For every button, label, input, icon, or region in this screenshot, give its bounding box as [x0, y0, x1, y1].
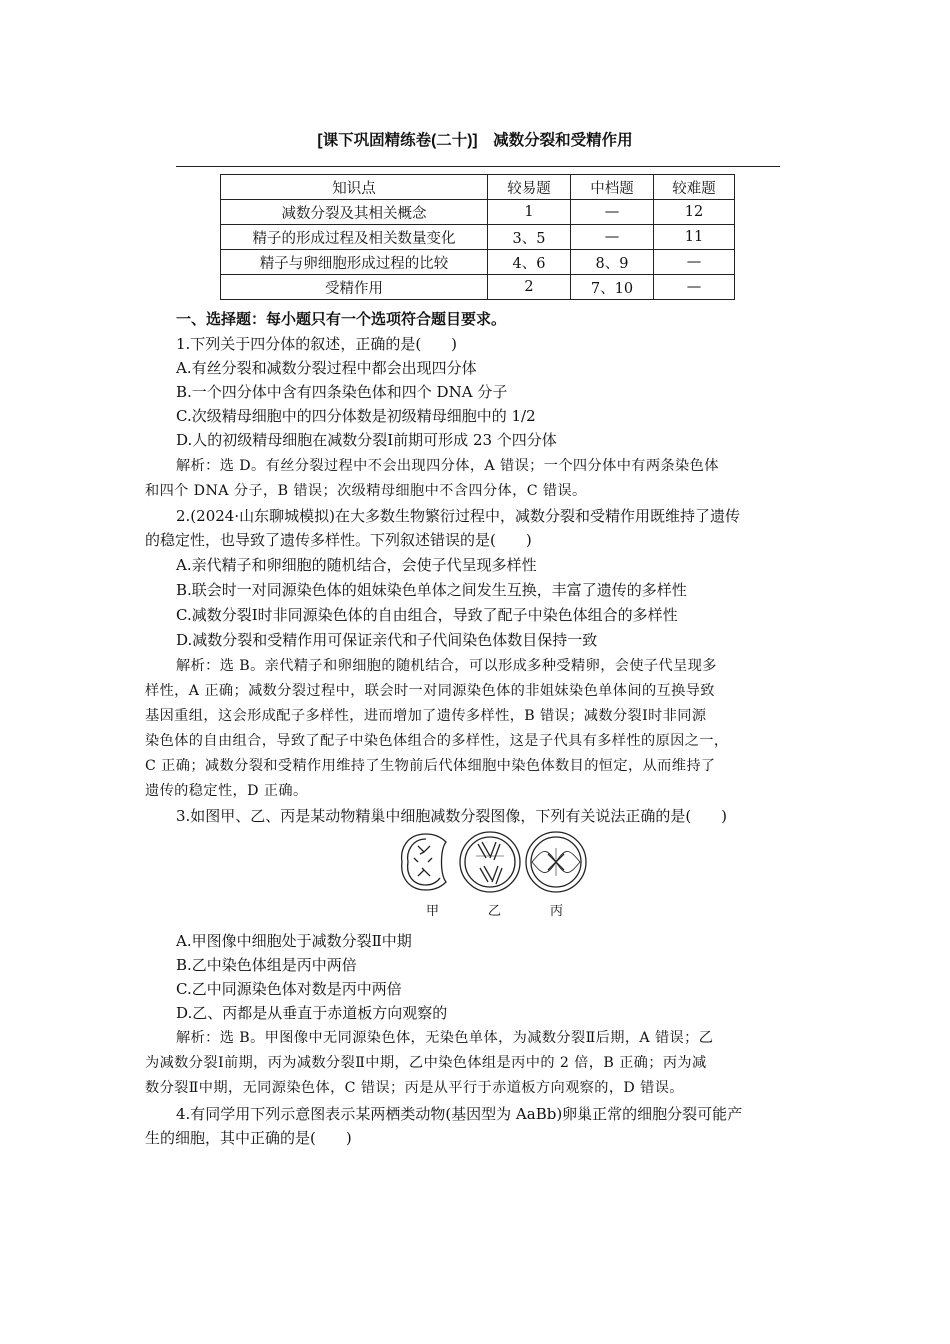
- question-2-analysis-line: 基因重组，这会形成配子多样性，进而增加了遗传多样性，B 错误；减数分裂Ⅰ时非同源: [145, 708, 707, 724]
- table-header-row: [221, 175, 735, 200]
- cell-bing: [526, 832, 586, 892]
- table-header: 较易题: [488, 175, 571, 200]
- page-title: [课下巩固精练卷(二十)] 减数分裂和受精作用: [317, 132, 633, 149]
- table-cell: —: [571, 200, 654, 225]
- cell-jia: [402, 834, 446, 890]
- question-4-stem-line: 生的细胞，其中正确的是( ): [145, 1129, 352, 1147]
- question-3-option-b: B.乙中染色体组是丙中两倍: [176, 956, 357, 974]
- table-cell: 11: [654, 225, 735, 250]
- question-3-stem: 3.如图甲、乙、丙是某动物精巢中细胞减数分裂图像，下列有关说法正确的是( ): [176, 807, 728, 825]
- figure-label-yi: 乙: [488, 904, 502, 919]
- table-header: 较难题: [654, 175, 735, 200]
- question-2-analysis-line: C 正确；减数分裂和受精作用维持了生物前后代体细胞中染色体数目的恒定，从而维持了: [145, 758, 716, 774]
- cell-yi: [460, 832, 520, 892]
- question-3-analysis-line: 为减数分裂Ⅰ前期，丙为减数分裂Ⅱ中期，乙中染色体组是丙中的 2 倍，B 正确；丙为减: [145, 1055, 707, 1071]
- section-heading: 一、选择题：每小题只有一个选项符合题目要求。: [176, 311, 507, 328]
- question-2-option-a: A.亲代精子和卵细胞的随机结合，会使子代呈现多样性: [176, 556, 537, 574]
- question-3-option-c: C.乙中同源染色体对数是丙中两倍: [176, 980, 402, 998]
- table-row: [221, 200, 735, 225]
- table-row: [221, 225, 735, 250]
- table-cell: 精子与卵细胞形成过程的比较: [221, 250, 488, 275]
- table-cell: —: [654, 275, 735, 300]
- question-4-stem-line: 4.有同学用下列示意图表示某两栖类动物(基因型为 AaBb)卵巢正常的细胞分裂可能产: [176, 1105, 743, 1123]
- question-1-option-c: C.次级精母细胞中的四分体数是初级精母细胞中的 1/2: [176, 407, 536, 425]
- question-1-option-b: B.一个四分体中含有四条染色体和四个 DNA 分子: [176, 383, 508, 401]
- table-cell: 8、9: [571, 250, 654, 275]
- table-cell: 3、5: [488, 225, 571, 250]
- cell-diagram: [396, 828, 596, 898]
- question-2-option-b: B.联会时一对同源染色体的姐妹染色单体之间发生互换，丰富了遗传的多样性: [176, 581, 687, 599]
- question-1-analysis-line: 和四个 DNA 分子，B 错误；次级精母细胞中不含四分体，C 错误。: [145, 483, 587, 499]
- question-2-analysis-line: 解析：选 B。亲代精子和卵细胞的随机结合，可以形成多种受精卵，会使子代呈现多: [176, 658, 717, 674]
- question-3-option-a: A.甲图像中细胞处于减数分裂Ⅱ中期: [176, 932, 412, 950]
- table-row: [221, 275, 735, 300]
- table-row: [221, 250, 735, 275]
- question-2-stem-line: 2.(2024·山东聊城模拟)在大多数生物繁衍过程中，减数分裂和受精作用既维持了遗传: [176, 507, 740, 525]
- question-1-analysis-line: 解析：选 D。有丝分裂过程中不会出现四分体，A 错误；一个四分体中有两条染色体: [176, 458, 719, 474]
- table-cell: 受精作用: [221, 275, 488, 300]
- knowledge-table: [220, 174, 735, 300]
- question-2-analysis-line: 遗传的稳定性，D 正确。: [145, 783, 308, 799]
- table-cell: —: [571, 225, 654, 250]
- table-cell: 12: [654, 200, 735, 225]
- table-cell: 2: [488, 275, 571, 300]
- table-header: 中档题: [571, 175, 654, 200]
- figure-label-jia: 甲: [426, 904, 440, 919]
- table-cell: —: [654, 250, 735, 275]
- question-2-analysis-line: 样性，A 正确；减数分裂过程中，联会时一对同源染色体的非姐妹染色单体间的互换导致: [145, 683, 715, 699]
- question-3-analysis-line: 数分裂Ⅱ中期，无同源染色体，C 错误；丙是从平行于赤道板方向观察的，D 错误。: [145, 1080, 684, 1096]
- table-cell: 精子的形成过程及相关数量变化: [221, 225, 488, 250]
- table-cell: 减数分裂及其相关概念: [221, 200, 488, 225]
- question-2-option-d: D.减数分裂和受精作用可保证亲代和子代间染色体数目保持一致: [176, 631, 598, 649]
- table-cell: 7、10: [571, 275, 654, 300]
- question-3-option-d: D.乙、丙都是从垂直于赤道板方向观察的: [176, 1004, 448, 1022]
- question-3-analysis-line: 解析：选 B。甲图像中无同源染色体，无染色单体，为减数分裂Ⅱ后期，A 错误；乙: [176, 1030, 714, 1046]
- question-2-analysis-line: 染色体的自由组合，导致了配子中染色体组合的多样性，这是子代具有多样性的原因之一，: [145, 733, 729, 749]
- question-2-option-c: C.减数分裂Ⅰ时非同源染色体的自由组合，导致了配子中染色体组合的多样性: [176, 606, 678, 624]
- question-1-option-a: A.有丝分裂和减数分裂过程中都会出现四分体: [176, 359, 477, 377]
- table-cell: 4、6: [488, 250, 571, 275]
- question-1-option-d: D.人的初级精母细胞在减数分裂Ⅰ前期可形成 23 个四分体: [176, 431, 557, 449]
- table-header: 知识点: [221, 175, 488, 200]
- title-divider: [176, 166, 780, 167]
- table-cell: 1: [488, 200, 571, 225]
- question-2-stem-line: 的稳定性，也导致了遗传多样性。下列叙述错误的是( ): [145, 531, 532, 549]
- figure-label-bing: 丙: [550, 904, 564, 919]
- question-1-stem: 1.下列关于四分体的叙述，正确的是( ): [176, 335, 458, 353]
